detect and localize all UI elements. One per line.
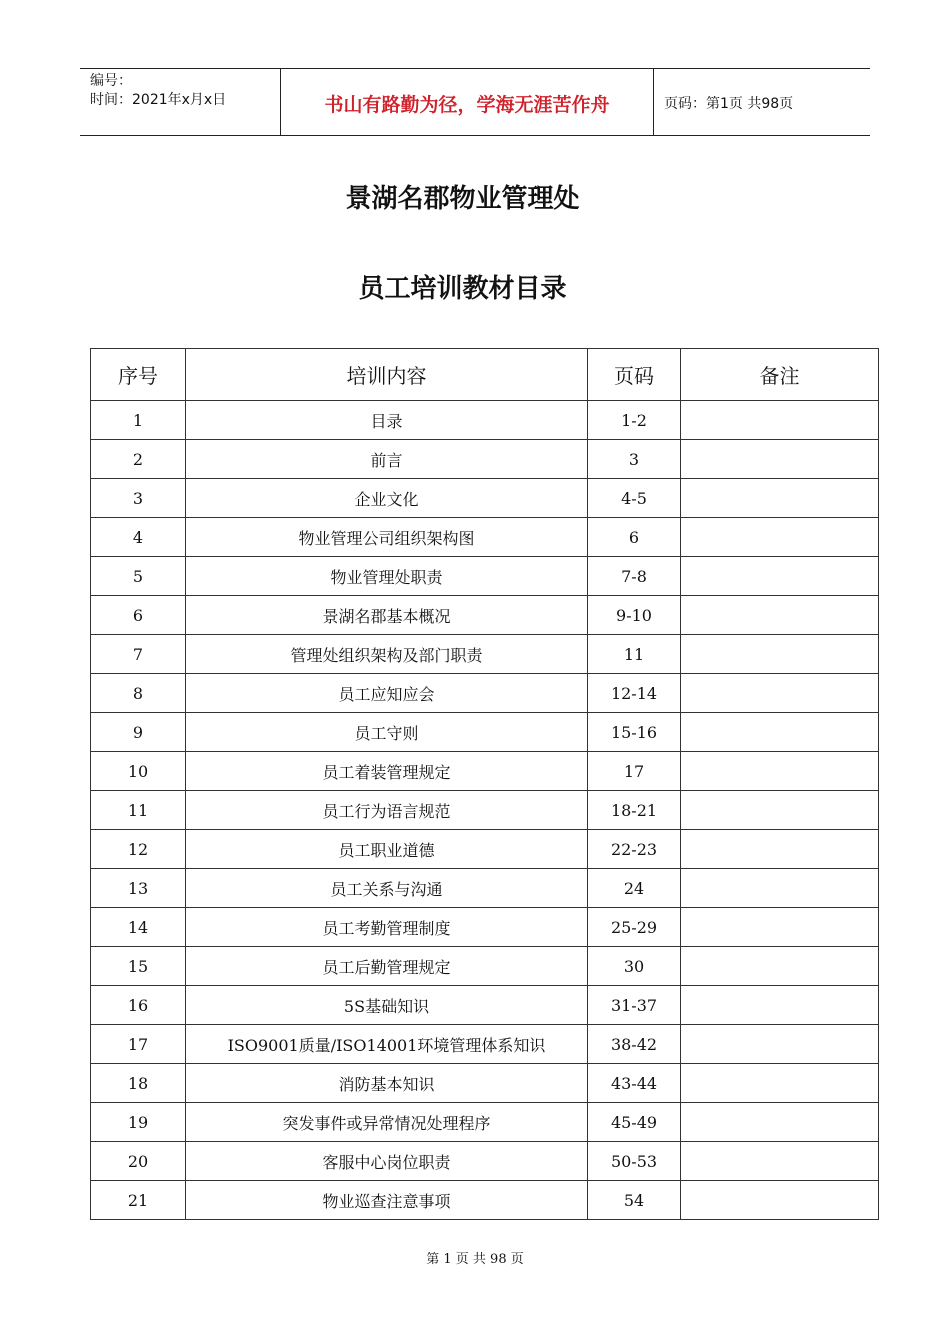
cell-note	[681, 518, 879, 557]
table-row	[91, 986, 879, 1025]
cell-no: 10	[91, 752, 186, 791]
table-row	[91, 908, 879, 947]
col-header-content: 培训内容	[186, 349, 588, 401]
cell-pages: 12-14	[588, 674, 681, 713]
page-header	[80, 68, 870, 136]
cell-content: ISO9001质量/ISO14001环境管理体系知识	[186, 1025, 588, 1064]
cell-pages: 18-21	[588, 791, 681, 830]
cell-content: 员工考勤管理制度	[186, 908, 588, 947]
table-row	[91, 1064, 879, 1103]
table-row	[91, 869, 879, 908]
cell-content: 景湖名郡基本概况	[186, 596, 588, 635]
cell-note	[681, 713, 879, 752]
cell-note	[681, 869, 879, 908]
cell-no: 3	[91, 479, 186, 518]
cell-note	[681, 479, 879, 518]
cell-note	[681, 830, 879, 869]
toc-header-row	[91, 349, 879, 401]
cell-content: 员工后勤管理规定	[186, 947, 588, 986]
table-row	[91, 1025, 879, 1064]
cell-content: 前言	[186, 440, 588, 479]
cell-content: 消防基本知识	[186, 1064, 588, 1103]
cell-content: 物业管理公司组织架构图	[186, 518, 588, 557]
table-row	[91, 557, 879, 596]
cell-no: 11	[91, 791, 186, 830]
cell-pages: 45-49	[588, 1103, 681, 1142]
document-title: 景湖名郡物业管理处	[345, 184, 580, 214]
header-motto: 书山有路勤为径，学海无涯苦作舟	[281, 69, 654, 135]
cell-content: 5S基础知识	[186, 986, 588, 1025]
cell-content: 员工行为语言规范	[186, 791, 588, 830]
cell-content: 管理处组织架构及部门职责	[186, 635, 588, 674]
cell-note	[681, 1064, 879, 1103]
cell-pages: 54	[588, 1181, 681, 1220]
cell-content: 员工应知应会	[186, 674, 588, 713]
cell-pages: 22-23	[588, 830, 681, 869]
cell-content: 突发事件或异常情况处理程序	[186, 1103, 588, 1142]
table-row	[91, 752, 879, 791]
cell-no: 18	[91, 1064, 186, 1103]
cell-no: 19	[91, 1103, 186, 1142]
cell-note	[681, 1103, 879, 1142]
col-header-no: 序号	[91, 349, 186, 401]
cell-no: 5	[91, 557, 186, 596]
cell-pages: 7-8	[588, 557, 681, 596]
cell-content: 员工守则	[186, 713, 588, 752]
cell-content: 企业文化	[186, 479, 588, 518]
cell-note	[681, 752, 879, 791]
cell-no: 1	[91, 401, 186, 440]
cell-pages: 17	[588, 752, 681, 791]
header-meta	[80, 69, 281, 135]
table-row	[91, 596, 879, 635]
cell-note	[681, 557, 879, 596]
cell-pages: 43-44	[588, 1064, 681, 1103]
cell-pages: 15-16	[588, 713, 681, 752]
table-row	[91, 830, 879, 869]
cell-content: 员工着装管理规定	[186, 752, 588, 791]
page-footer: 第 1 页 共 98 页	[426, 1252, 524, 1267]
cell-no: 13	[91, 869, 186, 908]
cell-note	[681, 791, 879, 830]
cell-pages: 3	[588, 440, 681, 479]
header-date: 时间：2021年x月x日	[90, 92, 227, 108]
cell-content: 目录	[186, 401, 588, 440]
cell-note	[681, 1181, 879, 1220]
table-row	[91, 440, 879, 479]
table-row	[91, 947, 879, 986]
table-row	[91, 1142, 879, 1181]
cell-no: 15	[91, 947, 186, 986]
cell-note	[681, 1142, 879, 1181]
cell-note	[681, 635, 879, 674]
table-row	[91, 713, 879, 752]
table-row	[91, 791, 879, 830]
cell-no: 14	[91, 908, 186, 947]
cell-content: 员工职业道德	[186, 830, 588, 869]
toc-body	[91, 401, 879, 1220]
table-row	[91, 1181, 879, 1220]
table-row	[91, 401, 879, 440]
table-row	[91, 635, 879, 674]
cell-note	[681, 908, 879, 947]
cell-no: 2	[91, 440, 186, 479]
cell-content: 员工关系与沟通	[186, 869, 588, 908]
cell-no: 9	[91, 713, 186, 752]
col-header-pages: 页码	[588, 349, 681, 401]
table-row	[91, 1103, 879, 1142]
cell-no: 12	[91, 830, 186, 869]
table-row	[91, 674, 879, 713]
cell-pages: 50-53	[588, 1142, 681, 1181]
col-header-note: 备注	[681, 349, 879, 401]
cell-pages: 38-42	[588, 1025, 681, 1064]
table-row	[91, 479, 879, 518]
cell-no: 20	[91, 1142, 186, 1181]
toc-table	[90, 348, 879, 1220]
cell-no: 7	[91, 635, 186, 674]
cell-pages: 6	[588, 518, 681, 557]
cell-pages: 4-5	[588, 479, 681, 518]
cell-no: 16	[91, 986, 186, 1025]
cell-content: 物业巡查注意事项	[186, 1181, 588, 1220]
cell-note	[681, 986, 879, 1025]
cell-content: 客服中心岗位职责	[186, 1142, 588, 1181]
cell-note	[681, 1025, 879, 1064]
cell-pages: 31-37	[588, 986, 681, 1025]
cell-note	[681, 401, 879, 440]
header-page-info: 页码：第1页 共98页	[664, 96, 794, 112]
cell-pages: 1-2	[588, 401, 681, 440]
cell-pages: 11	[588, 635, 681, 674]
header-code-label: 编号：	[90, 73, 132, 89]
cell-no: 8	[91, 674, 186, 713]
cell-note	[681, 674, 879, 713]
cell-pages: 25-29	[588, 908, 681, 947]
cell-no: 4	[91, 518, 186, 557]
cell-content: 物业管理处职责	[186, 557, 588, 596]
cell-no: 6	[91, 596, 186, 635]
cell-note	[681, 947, 879, 986]
cell-no: 21	[91, 1181, 186, 1220]
cell-note	[681, 440, 879, 479]
cell-pages: 24	[588, 869, 681, 908]
table-row	[91, 518, 879, 557]
document-subtitle: 员工培训教材目录	[358, 274, 567, 304]
cell-note	[681, 596, 879, 635]
cell-pages: 30	[588, 947, 681, 986]
cell-pages: 9-10	[588, 596, 681, 635]
cell-no: 17	[91, 1025, 186, 1064]
